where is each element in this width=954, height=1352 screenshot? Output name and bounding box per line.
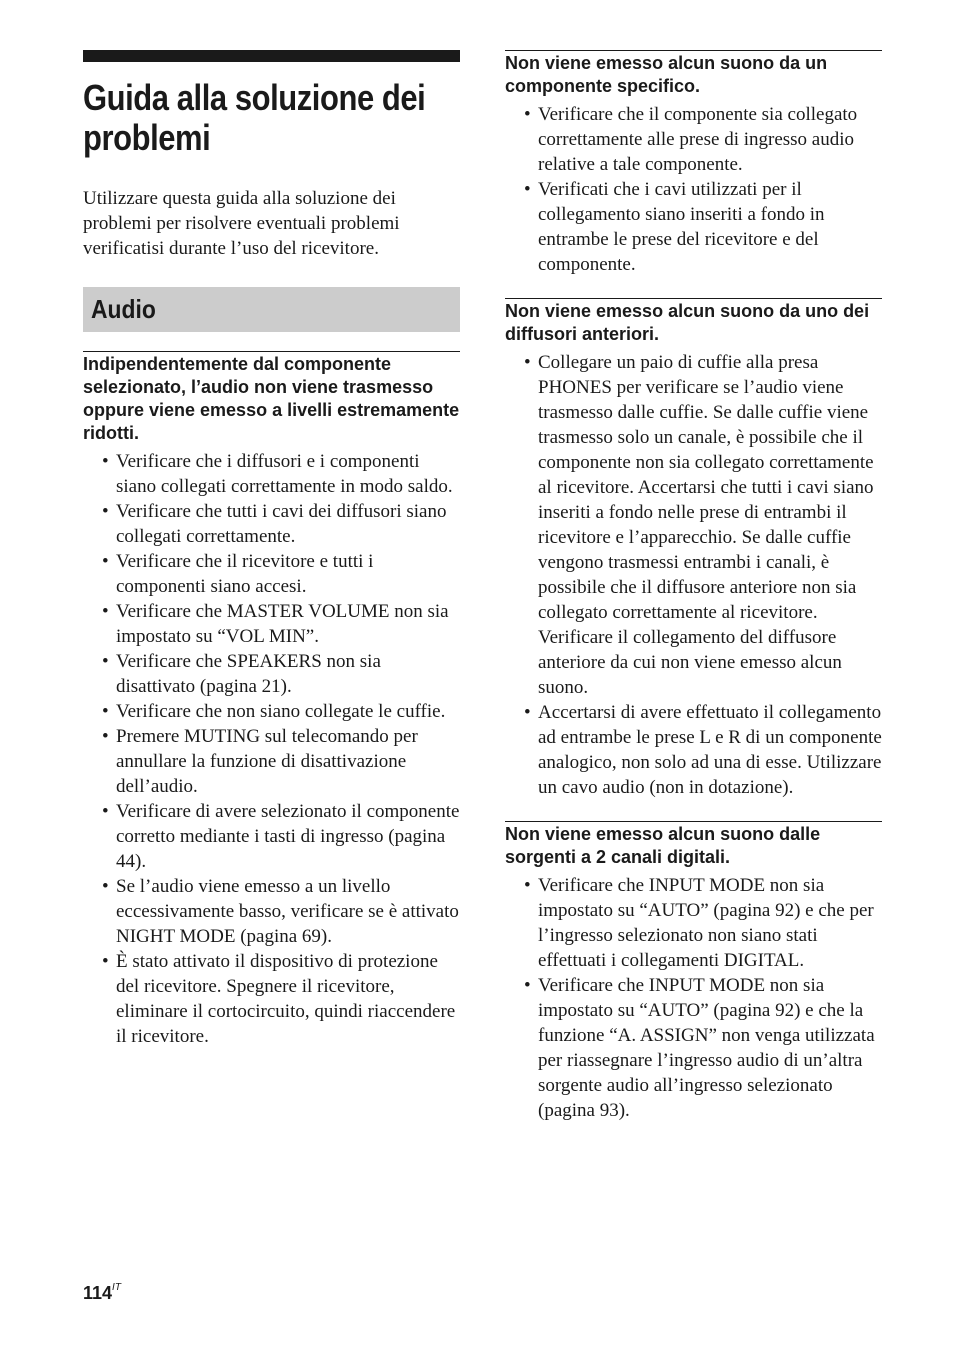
bullet-icon: • <box>102 726 109 747</box>
topic-digital-2ch <box>505 821 882 1123</box>
bullet-icon: • <box>524 875 531 896</box>
bullet-icon: • <box>524 104 531 125</box>
page-number: $114^{IT}$ <box>83 1282 121 1303</box>
list-item: • Verificare che MASTER VOLUME non sia impostato su “VOL MIN”. <box>102 601 449 647</box>
list-item: • Verificare che non siano collegate le cuffie. <box>102 701 446 722</box>
list-item: • Accertarsi di avere effettuato il collegamento ad entrambe le prese L e R di un componente analogico, non solo ad una di esse. Utilizzare un cavo audio (non in dotazione). <box>524 702 882 798</box>
topic-no-audio <box>83 351 460 1049</box>
bullet-icon: • <box>102 701 109 722</box>
bullet-icon: • <box>102 451 109 472</box>
page-language-suffix: IT <box>112 1282 121 1293</box>
bullet-icon: • <box>524 352 531 373</box>
bullet-icon: • <box>102 501 109 522</box>
bullet-list <box>505 873 882 1123</box>
bullet-icon: • <box>524 975 531 996</box>
list-item: • Verificare che il ricevitore e tutti i componenti siano accesi. <box>102 551 374 597</box>
title-rule <box>83 50 460 62</box>
list-item: • Verificare di avere selezionato il componente corretto mediante i tasti di ingresso (pagina 44). <box>102 801 460 872</box>
list-item: • È stato attivato il dispositivo di protezione del ricevitore. Spegnere il ricevitore, eliminare il cortocircuito, quindi riaccendere il ricevitore. <box>102 951 456 1047</box>
list-item: • Verificati che i cavi utilizzati per il collegamento siano inseriti a fondo in entrambe le prese del ricevitore e del componente. <box>524 179 825 275</box>
topic-heading: Non viene emesso alcun suono dalle sorgenti a 2 canali digitali. <box>505 824 821 867</box>
list-item: • Verificare che INPUT MODE non sia impostato su “AUTO” (pagina 92) e che la funzione “A. ASSIGN” non venga utilizzata per riassegnare l’ingresso audio di un’altra sorgente audio all’ingresso selezionato (pagina 93). <box>524 975 875 1121</box>
bullet-icon: • <box>524 702 531 723</box>
list-item: • Se l’audio viene emesso a un livello eccessivamente basso, verificare se è attivato NIGHT MODE (pagina 69). <box>102 876 459 947</box>
section-title: Audio <box>91 294 156 324</box>
list-item: • Premere MUTING sul telecomando per annullare la funzione di disattivazione dell’audio. <box>102 726 418 797</box>
bullet-list <box>505 350 882 800</box>
topic-heading: Non viene emesso alcun suono da uno dei diffusori anteriori. <box>505 301 870 344</box>
page-title: Guida alla soluzione dei problemi <box>83 77 426 158</box>
bullet-icon: • <box>102 951 109 972</box>
right-column <box>505 50 882 1123</box>
bullet-icon: • <box>102 651 109 672</box>
bullet-icon: • <box>102 551 109 572</box>
list-item: • Collegare un paio di cuffie alla presa PHONES per verificare se l’audio viene trasmesso dalle cuffie. Se dalle cuffie viene trasmesso solo un canale, è possibile che il componente non sia collegato correttamente al ricevitore. Accertarsi che tutti i cavi siano inseriti a fondo nelle prese di entrambi il ricevitore e l’apparecchio. Se dalle cuffie vengono trasmessi entrambi i canali, è possibile che il diffusore anteriore non sia collegato correttamente al ricevitore. Verificare il collegamento del diffusore anteriore da cui non viene emesso alcun suono. <box>524 352 874 698</box>
bullet-icon: • <box>102 876 109 897</box>
section-header-audio <box>83 287 460 332</box>
list-item: • Verificare che tutti i cavi dei diffusori siano collegati correttamente. <box>102 501 447 547</box>
list-item: • Verificare che SPEAKERS non sia disattivato (pagina 21). <box>102 651 381 697</box>
bullet-icon: • <box>102 801 109 822</box>
topic-front-speaker <box>505 298 882 800</box>
topic-specific-component <box>505 50 882 277</box>
left-column <box>83 50 460 1049</box>
topic-heading: Indipendentemente dal componente selezionato, l’audio non viene trasmesso oppure viene emesso a livelli estremamente ridotti. <box>83 354 460 443</box>
list-item: • Verificare che i diffusori e i componenti siano collegati correttamente in modo saldo. <box>102 451 453 497</box>
intro-paragraph: Utilizzare questa guida alla soluzione dei problemi per risolvere eventuali problemi verificatisi durante l’uso del ricevitore. <box>83 188 400 259</box>
bullet-icon: • <box>102 601 109 622</box>
topic-heading: Non viene emesso alcun suono da un componente specifico. <box>505 53 828 96</box>
bullet-list <box>505 102 882 277</box>
bullet-icon: • <box>524 179 531 200</box>
list-item: • Verificare che INPUT MODE non sia impostato su “AUTO” (pagina 92) e che per l’ingresso selezionato non siano stati effettuati i collegamenti DIGITAL. <box>524 875 874 971</box>
list-item: • Verificare che il componente sia collegato correttamente alle prese di ingresso audio relative a tale componente. <box>524 104 858 175</box>
bullet-list <box>83 449 460 1049</box>
